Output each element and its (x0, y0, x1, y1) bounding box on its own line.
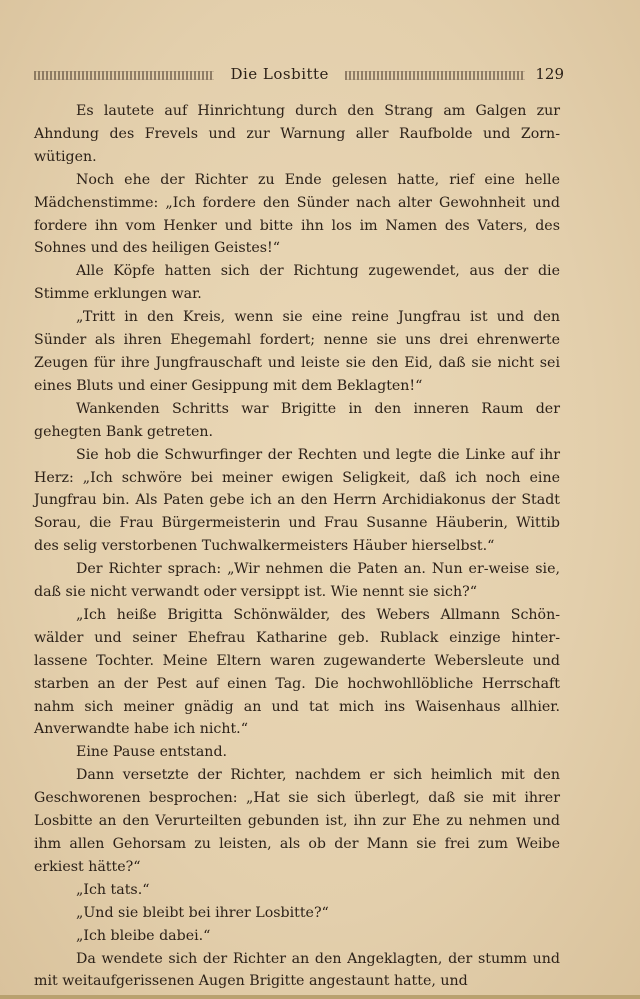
paragraph: Es lautete auf Hinrichtung durch den Strang am Galgen zur Ahndung des Frevels und zur Warnung aller Raufbolde und Zorn-wütigen. (34, 103, 560, 165)
paragraph: Sie hob die Schwurfinger der Rechten und legte die Linke auf ihr Herz: „Ich schwöre bei meiner ewigen Seligkeit, daß ich noch eine Jungfrau bin. Als Paten gebe ich an den Herrn Archidiakonus der Stadt Sorau, die Frau Bürgermeisterin und Frau Susanne Häuberin, Wittib des selig verstorbenen Tuchwalkermeisters Häuber hierselbst.“ (34, 446, 560, 555)
paragraph: „Und sie bleibt bei ihrer Losbitte?“ (76, 904, 329, 921)
page-number: 129 (535, 65, 565, 83)
page-header (34, 62, 564, 86)
paragraph: Alle Köpfe hatten sich der Richtung zugewendet, aus der die Stimme erklungen war. (34, 263, 560, 303)
page-edge (0, 995, 640, 999)
paragraph: Dann versetzte der Richter, nachdem er sich heimlich mit den Geschworenen besprochen: „Hat sie sich überlegt, daß sie mit ihrer Losbitte an den Verurteilten gebunden ist, ihn zur Ehe zu nehmen und ihm allen Gehorsam zu leisten, als ob der Mann sie frei zum Weibe erkiest hätte?“ (34, 767, 560, 875)
body-text (34, 100, 560, 993)
paragraph: Der Richter sprach: „Wir nehmen die Paten an. Nun er-weise sie, daß sie nicht verwandt oder versippt ist. Wie nennt sie sich?“ (34, 561, 560, 601)
paragraph: „Ich bleibe dabei.“ (76, 927, 211, 944)
paragraph: „Ich tats.“ (76, 881, 150, 898)
paragraph: „Tritt in den Kreis, wenn sie eine reine Jungfrau ist und den Sünder als ihren Ehegemahl fordert; nenne sie uns drei ehrenwerte Zeugen für ihre Jungfrauschaft und leiste sie den Eid, daß sie nicht sei eines Bluts und einer Gesippung mit dem Beklagten!“ (34, 309, 560, 394)
running-title: Die Losbitte (230, 65, 329, 83)
paragraph: Eine Pause entstand. (76, 744, 228, 761)
header-ornament-right (345, 71, 525, 80)
paragraph: Wankenden Schritts war Brigitte in den inneren Raum der gehegten Bank getreten. (34, 400, 560, 440)
paragraph: „Ich heiße Brigitta Schönwälder, des Webers Allmann Schön-wälder und seiner Ehefrau Katharine geb. Rublack einzige hinter-lassene Tochter. Meine Eltern waren zugewanderte Webersleute und starben an der Pest auf einen Tag. Die hochwohllöbliche Herrschaft nahm sich meiner gnädig an und tat mich ins Waisenhaus allhier. Anverwandte habe ich nicht.“ (34, 606, 560, 738)
paragraph: Noch ehe der Richter zu Ende gelesen hatte, rief eine helle Mädchenstimme: „Ich fordere den Sünder nach alter Gewohnheit und fordere ihn vom Henker und bitte ihn los im Namen des Vaters, des Sohnes und des heiligen Geistes!“ (34, 171, 560, 257)
header-ornament-left (34, 71, 214, 80)
paragraph: Da wendete sich der Richter an den Angeklagten, der stumm und mit weitaufgerissenen Augen Brigitte angestaunt hatte, und (34, 950, 560, 990)
